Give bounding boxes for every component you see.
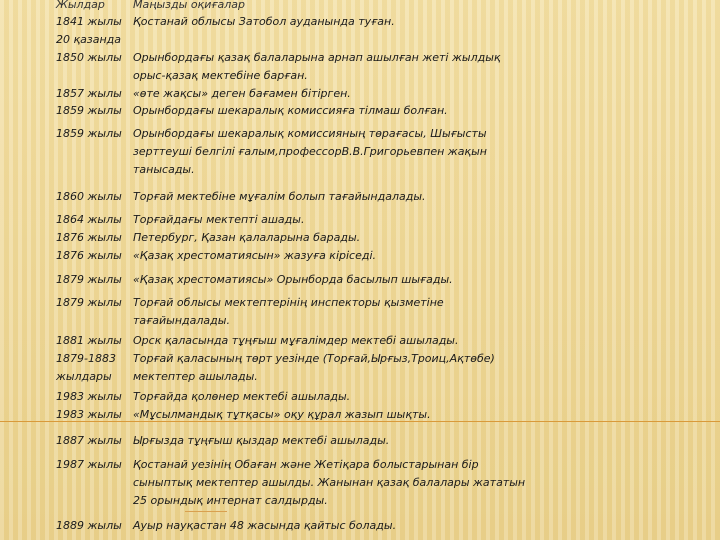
row-year: 1983 жылы (56, 390, 122, 403)
row-event: Орск қаласында тұңғыш мұғалімдер мектебі ашылады. (133, 334, 459, 347)
row-event: Орынбордағы шекаралық комиссияның төрағасы, Шығысты зерттеуші белгілі ғалым,профессорВ.В.Григорьевпен жақын танысады. (133, 127, 487, 176)
row-event: Ауыр науқастан 48 жасында қайтыс болады. (133, 519, 397, 532)
header-year: Жылдар (56, 0, 105, 11)
row-event: Орынбордағы қазақ балаларына арнап ашылған жеті жылдық орыс-қазақ мектебіне барған. (133, 51, 501, 82)
row-event: Ырғызда тұңғыш қыздар мектебі ашылады. (133, 434, 390, 447)
row-event: «Қазақ хрестоматиясы» Орынборда басылып шығады. (133, 273, 453, 286)
row-year: 1860 жылы (56, 190, 122, 203)
row-event: Торғай мектебіне мұғалім болып тағайындалады. (133, 190, 426, 203)
row-event: Торғайдағы мектепті ашады. (133, 213, 305, 226)
row-year: 1876 жылы (56, 231, 122, 244)
row-year: 1879-1883 жылдары (56, 352, 116, 383)
row-event: Торғай қаласының төрт уезінде (Торғай,Ырғыз,Троиц,Ақтөбе) мектептер ашылады. (133, 352, 495, 383)
row-year: 1879 жылы (56, 296, 122, 309)
underline-mark (185, 511, 227, 512)
row-year: 1879 жылы (56, 273, 122, 286)
row-year: 1889 жылы (56, 519, 122, 532)
row-year: 1857 жылы (56, 87, 122, 100)
row-event: Қостанай облысы Затобол ауданында туған. (133, 15, 395, 28)
row-year: 1887 жылы (56, 434, 122, 447)
row-year: 1881 жылы (56, 334, 122, 347)
row-year: 1876 жылы (56, 249, 122, 262)
row-event: Орынбордағы шекаралық комиссияға тілмаш болған. (133, 104, 448, 117)
row-year: 1850 жылы (56, 51, 122, 64)
row-year: 1987 жылы (56, 458, 122, 471)
header-event: Маңызды оқиғалар (133, 0, 245, 11)
row-event: Торғай облысы мектептерінің инспекторы қызметіне тағайындалады. (133, 296, 444, 327)
row-year: 1859 жылы (56, 104, 122, 117)
row-event: «өте жақсы» деген бағамен бітірген. (133, 87, 351, 100)
row-event: «Қазақ хрестоматиясын» жазуға кіріседі. (133, 249, 377, 262)
row-event: Петербург, Қазан қалаларына барады. (133, 231, 361, 244)
row-year: 1983 жылы (56, 408, 122, 421)
row-year: 1864 жылы (56, 213, 122, 226)
row-event: Торғайда қолөнер мектебі ашылады. (133, 390, 351, 403)
row-event: «Мұсылмандық тұтқасы» оқу құрал жазып шықты. (133, 408, 431, 421)
row-event: Қостанай уезінің Обаған және Жетіқара болыстарынан бір сыныптық мектептер ашылды. Жанынан қазақ балалары жататын 25 орындық интернат салдырды. (133, 458, 526, 507)
row-year: 1841 жылы 20 қазанда (56, 15, 122, 46)
row-year: 1859 жылы (56, 127, 122, 140)
